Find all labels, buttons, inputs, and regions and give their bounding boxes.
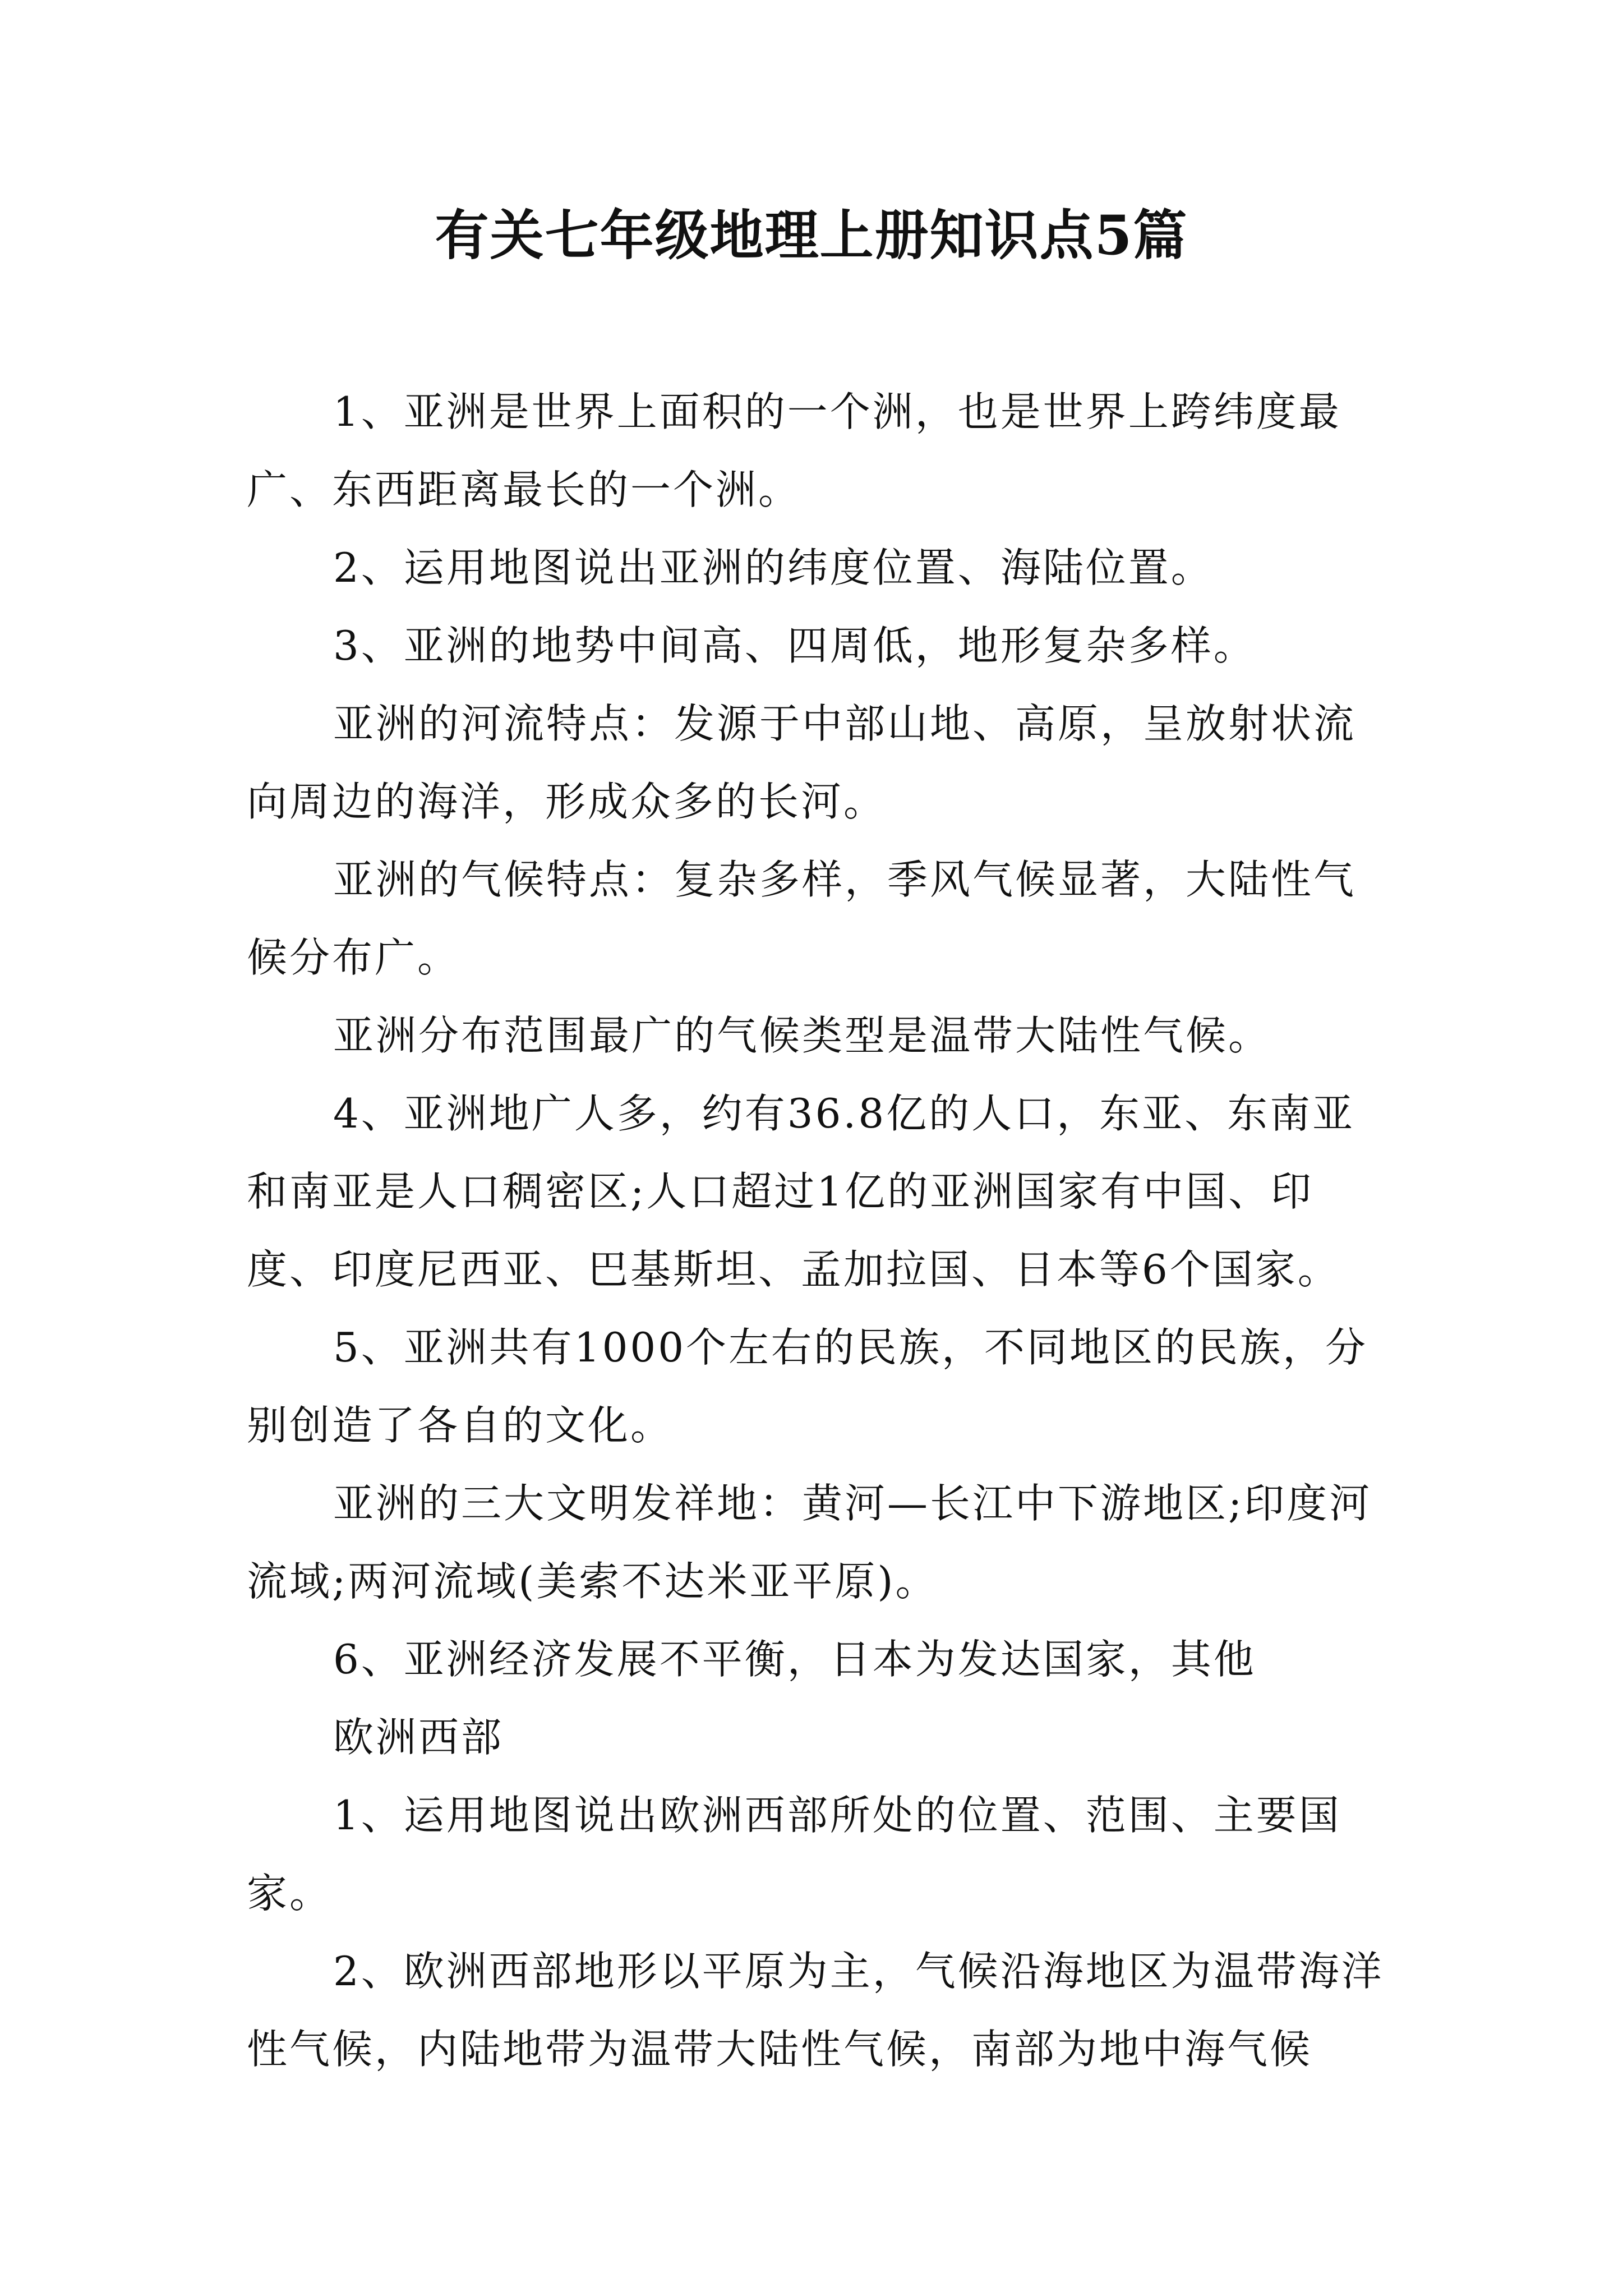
paragraph-asia-population: 4、亚洲地广人多，约有36.8亿的人口，东亚、东南亚和南亚是人口稠密区;人口超过1亿的亚洲国家有中国、印度、印度尼西亚、巴基斯坦、孟加拉国、日本等6个国家。 — [247, 1090, 1355, 1293]
document-title: 有关七年级地理上册知识点5篇 — [435, 204, 1188, 267]
paragraph-asia-ethnic-groups: 5、亚洲共有1000个左右的民族，不同地区的民族，分别创造了各自的文化。 — [247, 1324, 1368, 1449]
document-body — [247, 373, 1385, 2088]
paragraph-europe-terrain-climate: 2、欧洲西部地形以平原为主，气候沿海地区为温带海洋性气候，内陆地带为温带大陆性气候，南部为地中海气候 — [247, 1948, 1384, 2073]
paragraph-asia-terrain: 3、亚洲的地势中间高、四周低，地形复杂多样。 — [333, 622, 1256, 669]
paragraph-asia-civilizations: 亚洲的三大文明发祥地：黄河—长江中下游地区;印度河流域;两河流域(美索不达米亚平原)。 — [247, 1480, 1372, 1605]
paragraph-asia-location: 2、运用地图说出亚洲的纬度位置、海陆位置。 — [333, 544, 1214, 591]
paragraph-asia-economy: 6、亚洲经济发展不平衡，日本为发达国家，其他 — [333, 1636, 1256, 1683]
paragraph-europe-location: 1、运用地图说出欧洲西部所处的位置、范围、主要国家。 — [247, 1792, 1341, 1917]
paragraph-asia-rivers: 亚洲的河流特点：发源于中部山地、高原，呈放射状流向周边的海洋，形成众多的长河。 — [247, 700, 1357, 825]
paragraph-asia-climate-type: 亚洲分布范围最广的气候类型是温带大陆性气候。 — [333, 1012, 1271, 1059]
section-heading-western-europe: 欧洲西部 — [333, 1714, 504, 1761]
paragraph-asia-area: 1、亚洲是世界上面积的一个洲，也是世界上跨纬度最广、东西距离最长的一个洲。 — [247, 388, 1341, 513]
paragraph-asia-climate: 亚洲的气候特点：复杂多样，季风气候显著，大陆性气候分布广。 — [247, 856, 1357, 981]
